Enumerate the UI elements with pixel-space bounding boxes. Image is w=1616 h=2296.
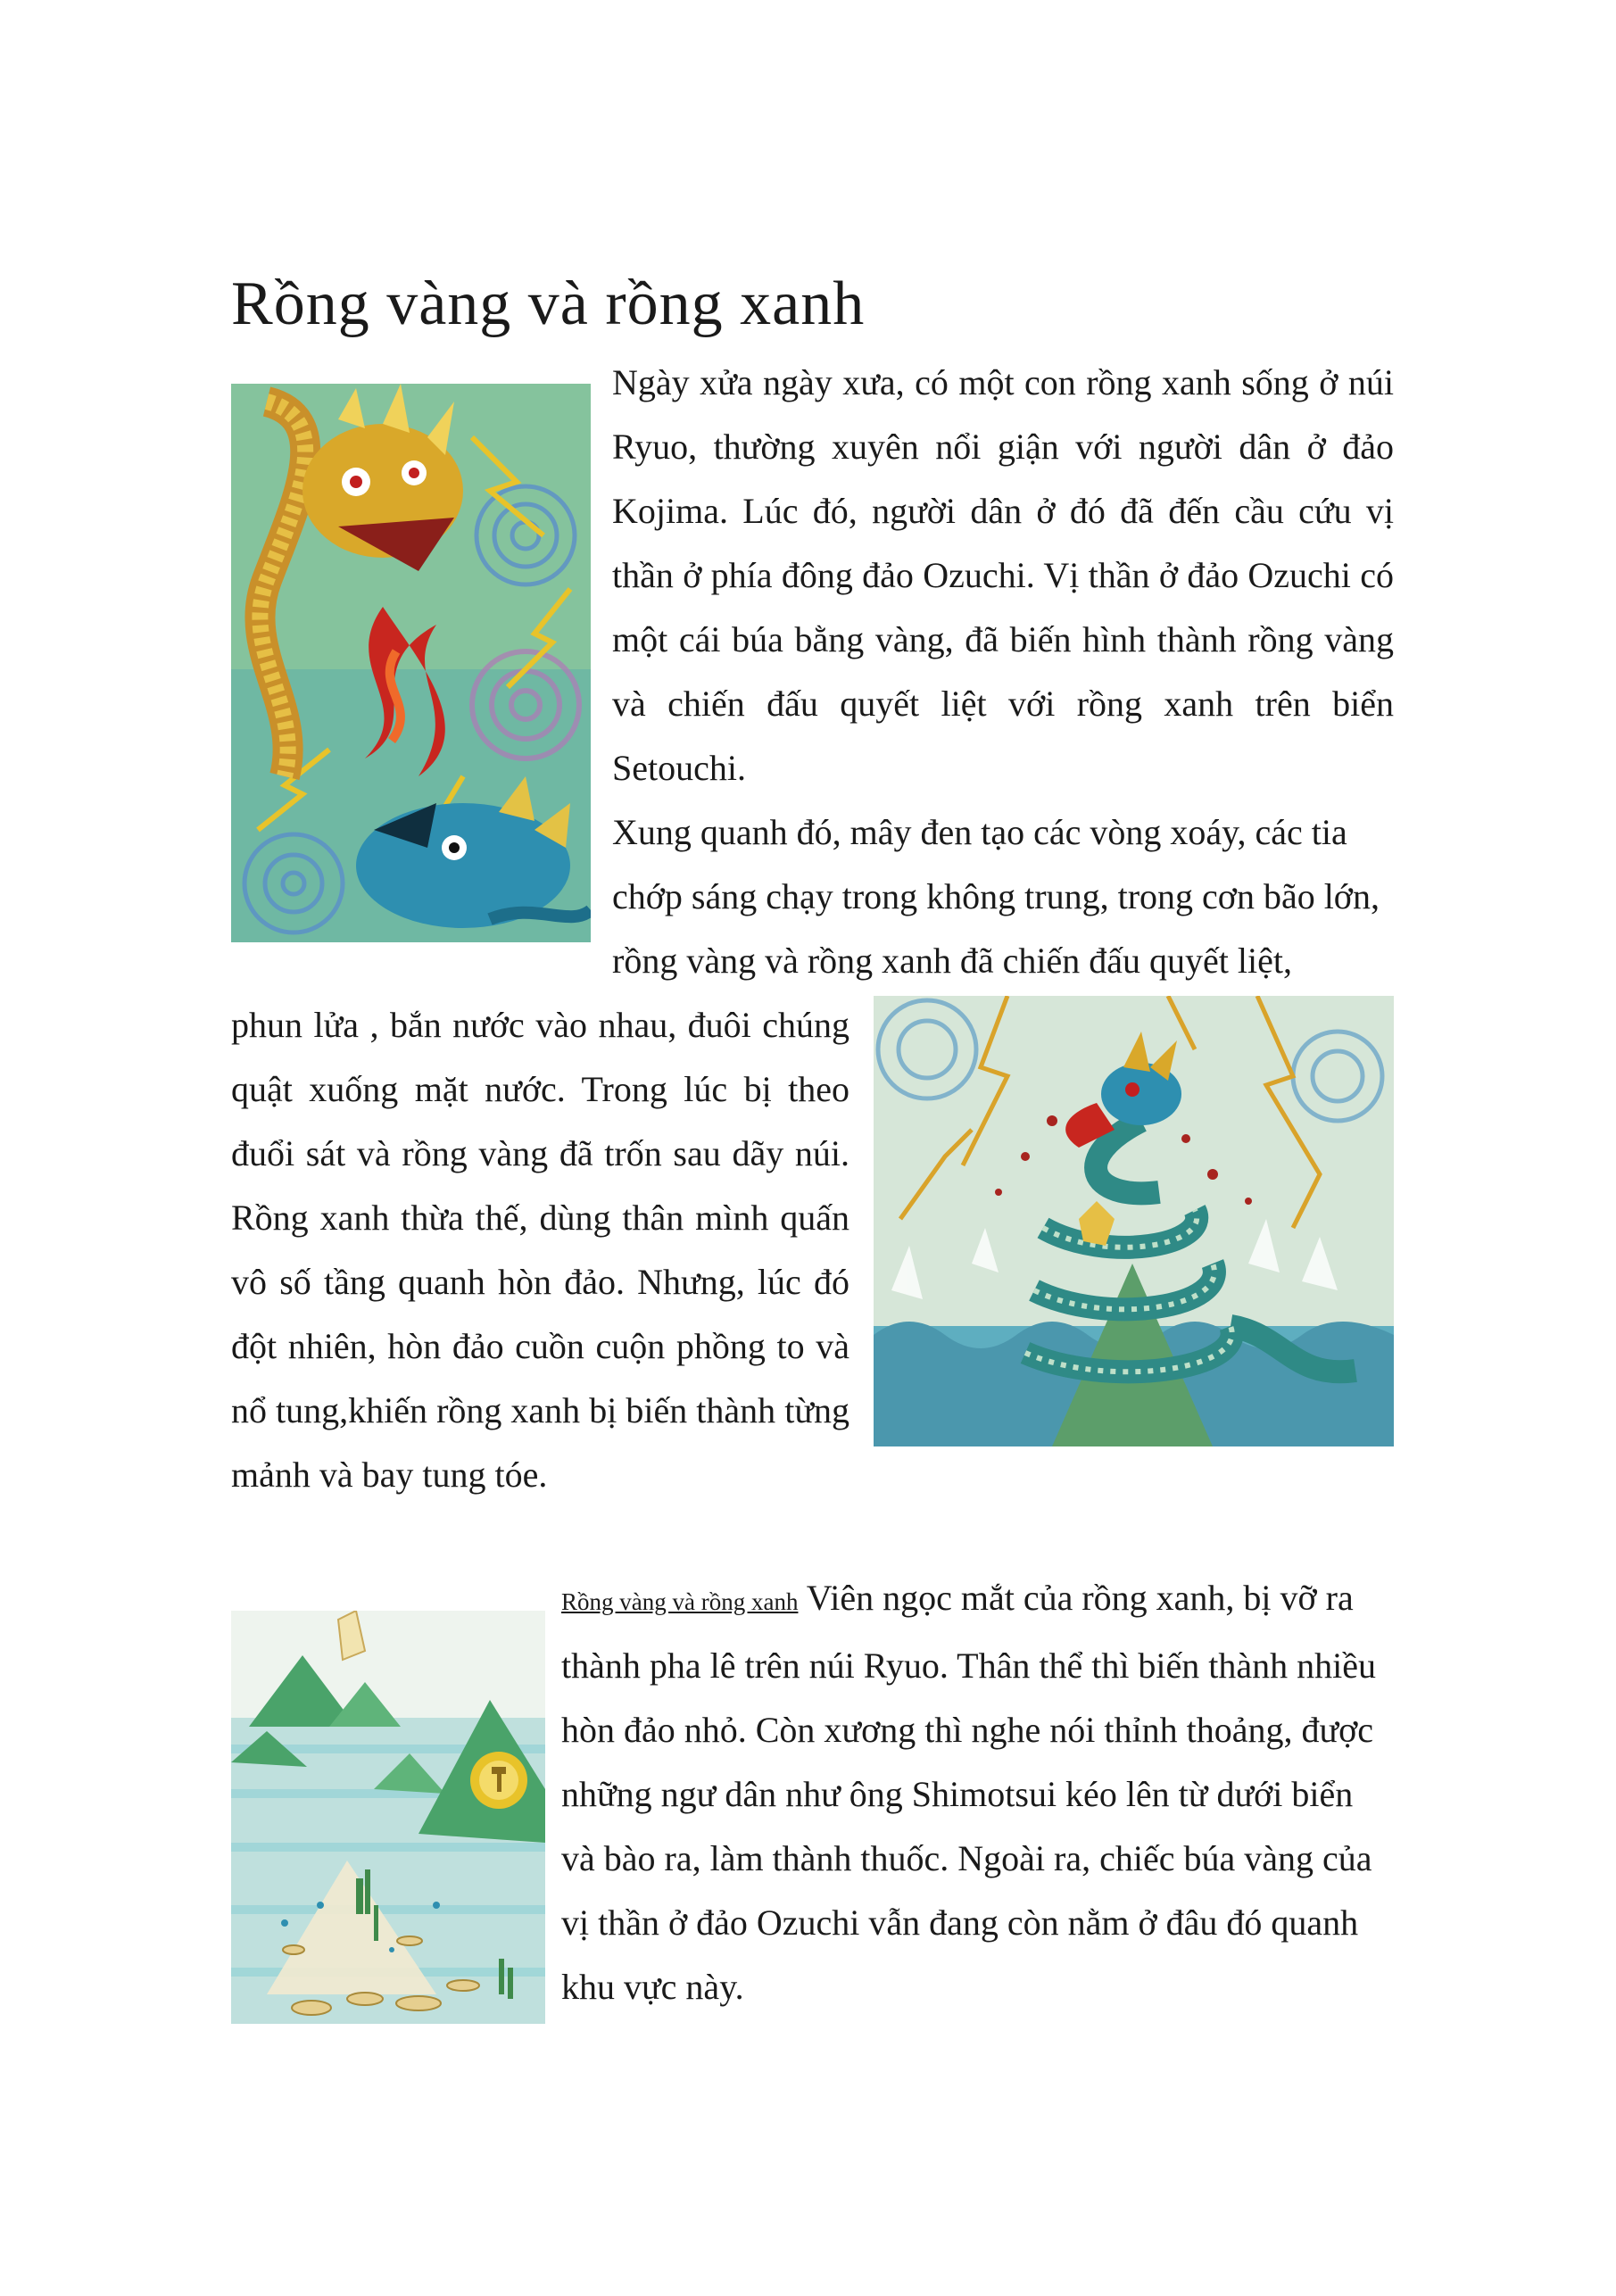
paragraph-storm: Xung quanh đó, mây đen tạo các vòng xoáy, các tia chớp sáng chạy trong không trung, trong cơn bão lớn, rồng vàng và rồng xanh đã chiến đấu quyết liệt, [612, 812, 1380, 981]
illustration-islands-aftermath [231, 1611, 545, 2024]
illustration-caption: Rồng vàng và rồng xanh [561, 1588, 799, 1615]
illustration-dragons-clash [231, 384, 591, 942]
paragraph-battle: phun lửa , bắn nước vào nhau, đuôi chúng quật xuống mặt nước. Trong lúc bị theo đuổi sát và rồng vàng đã trốn sau dãy núi. Rồng xanh thừa thế, dùng thân mình quấn vô số tầng quanh hòn đảo. Nhưng, lúc đó đột nhiên, hòn đảo cuồn cuộn phồng to và nổ tung,khiến rồng xanh bị biến thành từng mảnh và bay tung tóe. [231, 1005, 849, 1495]
paragraph-aftermath [561, 1566, 1394, 2019]
page-title: Rồng vàng và rồng xanh [231, 269, 866, 338]
paragraph-intro: Ngày xửa ngày xưa, có một con rồng xanh sống ở núi Ryuo, thường xuyên nổi giận với người dân ở đảo Kojima. Lúc đó, người dân ở đó đã đến cầu cứu vị thần ở phía đông đảo Ozuchi. Vị thần ở đảo Ozuchi có một cái búa bằng vàng, đã biến hình thành rồng vàng và chiến đấu quyết liệt với rồng xanh trên biển Setouchi. [612, 362, 1394, 788]
illustration-dragon-coiled-island [874, 996, 1394, 1446]
paragraph-aftermath-text: Viên ngọc mắt của rồng xanh, bị vỡ ra thành pha lê trên núi Ryuo. Thân thể thì biến thành nhiều hòn đảo nhỏ. Còn xương thì nghe nói thỉnh thoảng, được những ngư dân như ông Shimotsui kéo lên từ dưới biển và bào ra, làm thành thuốc. Ngoài ra, chiếc búa vàng của vị thần ở đảo Ozuchi vẫn đang còn nằm ở đâu đó quanh khu vực này. [561, 1578, 1377, 2007]
